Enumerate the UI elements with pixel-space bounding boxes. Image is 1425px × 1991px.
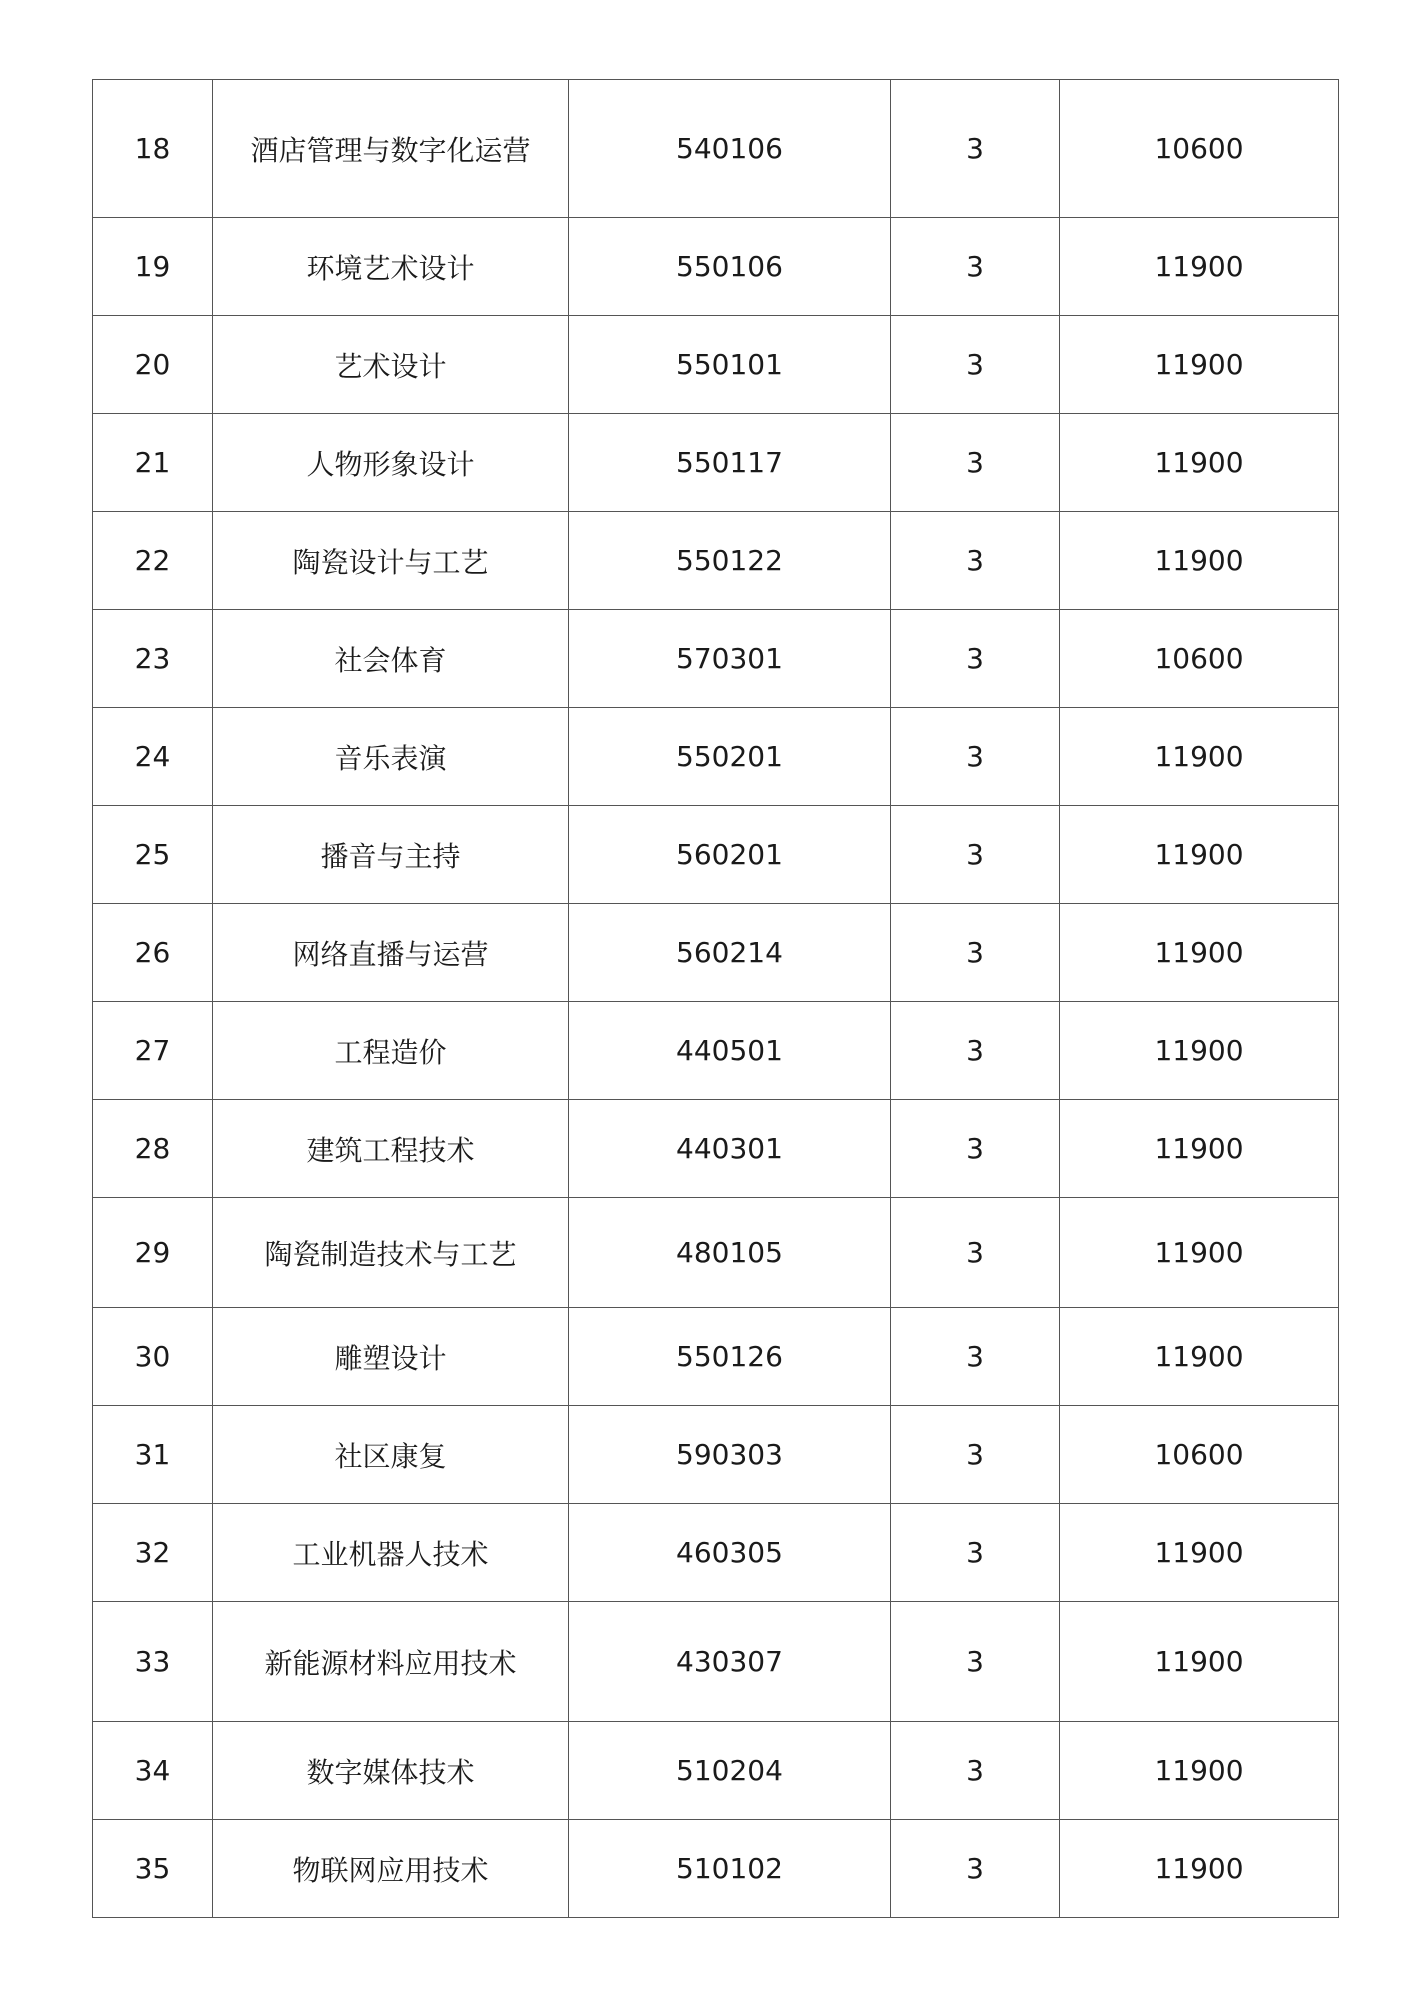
study-years: 3: [891, 1198, 1060, 1308]
tuition-fee: 11900: [1060, 904, 1339, 1002]
tuition-fee: 11900: [1060, 414, 1339, 512]
tuition-fee: 10600: [1060, 610, 1339, 708]
study-years: 3: [891, 80, 1060, 218]
table-row: [93, 1002, 1339, 1100]
table-row: [93, 512, 1339, 610]
row-number: 25: [93, 806, 213, 904]
major-name: 人物形象设计: [213, 414, 569, 512]
tuition-fee: 11900: [1060, 316, 1339, 414]
row-number: 22: [93, 512, 213, 610]
row-number: 26: [93, 904, 213, 1002]
table-row: [93, 1198, 1339, 1308]
fee-table: [92, 79, 1339, 1918]
row-number: 28: [93, 1100, 213, 1198]
row-number: 23: [93, 610, 213, 708]
table-row: [93, 904, 1339, 1002]
table-row: [93, 80, 1339, 218]
major-name: 环境艺术设计: [213, 218, 569, 316]
table-row: [93, 1406, 1339, 1504]
tuition-fee: 10600: [1060, 1406, 1339, 1504]
major-code: 590303: [569, 1406, 891, 1504]
study-years: 3: [891, 1602, 1060, 1722]
major-name: 陶瓷制造技术与工艺: [213, 1198, 569, 1308]
major-code: 560214: [569, 904, 891, 1002]
study-years: 3: [891, 218, 1060, 316]
tuition-fee: 11900: [1060, 1002, 1339, 1100]
major-name: 工业机器人技术: [213, 1504, 569, 1602]
major-code: 480105: [569, 1198, 891, 1308]
major-code: 430307: [569, 1602, 891, 1722]
tuition-fee: 10600: [1060, 80, 1339, 218]
tuition-fee: 11900: [1060, 218, 1339, 316]
table-row: [93, 1602, 1339, 1722]
major-name: 陶瓷设计与工艺: [213, 512, 569, 610]
major-code: 540106: [569, 80, 891, 218]
major-name: 雕塑设计: [213, 1308, 569, 1406]
row-number: 33: [93, 1602, 213, 1722]
tuition-fee: 11900: [1060, 1504, 1339, 1602]
table-row: [93, 1504, 1339, 1602]
study-years: 3: [891, 414, 1060, 512]
tuition-fee: 11900: [1060, 512, 1339, 610]
study-years: 3: [891, 904, 1060, 1002]
table-row: [93, 806, 1339, 904]
table-row: [93, 414, 1339, 512]
table-row: [93, 708, 1339, 806]
major-code: 550106: [569, 218, 891, 316]
major-name: 社区康复: [213, 1406, 569, 1504]
major-code: 560201: [569, 806, 891, 904]
major-code: 550117: [569, 414, 891, 512]
major-code: 440301: [569, 1100, 891, 1198]
row-number: 29: [93, 1198, 213, 1308]
study-years: 3: [891, 1406, 1060, 1504]
study-years: 3: [891, 1308, 1060, 1406]
major-code: 550122: [569, 512, 891, 610]
row-number: 21: [93, 414, 213, 512]
major-name: 酒店管理与数字化运营: [213, 80, 569, 218]
major-name: 新能源材料应用技术: [213, 1602, 569, 1722]
table-row: [93, 316, 1339, 414]
major-code: 550201: [569, 708, 891, 806]
study-years: 3: [891, 1002, 1060, 1100]
study-years: 3: [891, 1820, 1060, 1918]
major-code: 570301: [569, 610, 891, 708]
major-name: 建筑工程技术: [213, 1100, 569, 1198]
study-years: 3: [891, 1100, 1060, 1198]
major-code: 460305: [569, 1504, 891, 1602]
study-years: 3: [891, 806, 1060, 904]
row-number: 19: [93, 218, 213, 316]
major-name: 社会体育: [213, 610, 569, 708]
major-code: 440501: [569, 1002, 891, 1100]
study-years: 3: [891, 708, 1060, 806]
row-number: 35: [93, 1820, 213, 1918]
study-years: 3: [891, 1504, 1060, 1602]
tuition-fee: 11900: [1060, 1722, 1339, 1820]
row-number: 18: [93, 80, 213, 218]
table-row: [93, 1722, 1339, 1820]
major-name: 物联网应用技术: [213, 1820, 569, 1918]
major-name: 工程造价: [213, 1002, 569, 1100]
row-number: 24: [93, 708, 213, 806]
tuition-fee: 11900: [1060, 806, 1339, 904]
tuition-fee: 11900: [1060, 1820, 1339, 1918]
row-number: 34: [93, 1722, 213, 1820]
row-number: 32: [93, 1504, 213, 1602]
major-name: 艺术设计: [213, 316, 569, 414]
major-name: 网络直播与运营: [213, 904, 569, 1002]
table-row: [93, 610, 1339, 708]
major-name: 音乐表演: [213, 708, 569, 806]
row-number: 20: [93, 316, 213, 414]
tuition-fee: 11900: [1060, 1198, 1339, 1308]
study-years: 3: [891, 610, 1060, 708]
tuition-fee: 11900: [1060, 1308, 1339, 1406]
major-code: 550101: [569, 316, 891, 414]
tuition-fee: 11900: [1060, 708, 1339, 806]
fee-table-body: [93, 80, 1339, 1918]
table-row: [93, 1820, 1339, 1918]
study-years: 3: [891, 316, 1060, 414]
major-name: 数字媒体技术: [213, 1722, 569, 1820]
table-row: [93, 1308, 1339, 1406]
tuition-fee: 11900: [1060, 1100, 1339, 1198]
major-code: 550126: [569, 1308, 891, 1406]
tuition-fee: 11900: [1060, 1602, 1339, 1722]
major-code: 510102: [569, 1820, 891, 1918]
table-row: [93, 218, 1339, 316]
study-years: 3: [891, 1722, 1060, 1820]
table-row: [93, 1100, 1339, 1198]
major-code: 510204: [569, 1722, 891, 1820]
major-name: 播音与主持: [213, 806, 569, 904]
row-number: 27: [93, 1002, 213, 1100]
study-years: 3: [891, 512, 1060, 610]
row-number: 30: [93, 1308, 213, 1406]
row-number: 31: [93, 1406, 213, 1504]
